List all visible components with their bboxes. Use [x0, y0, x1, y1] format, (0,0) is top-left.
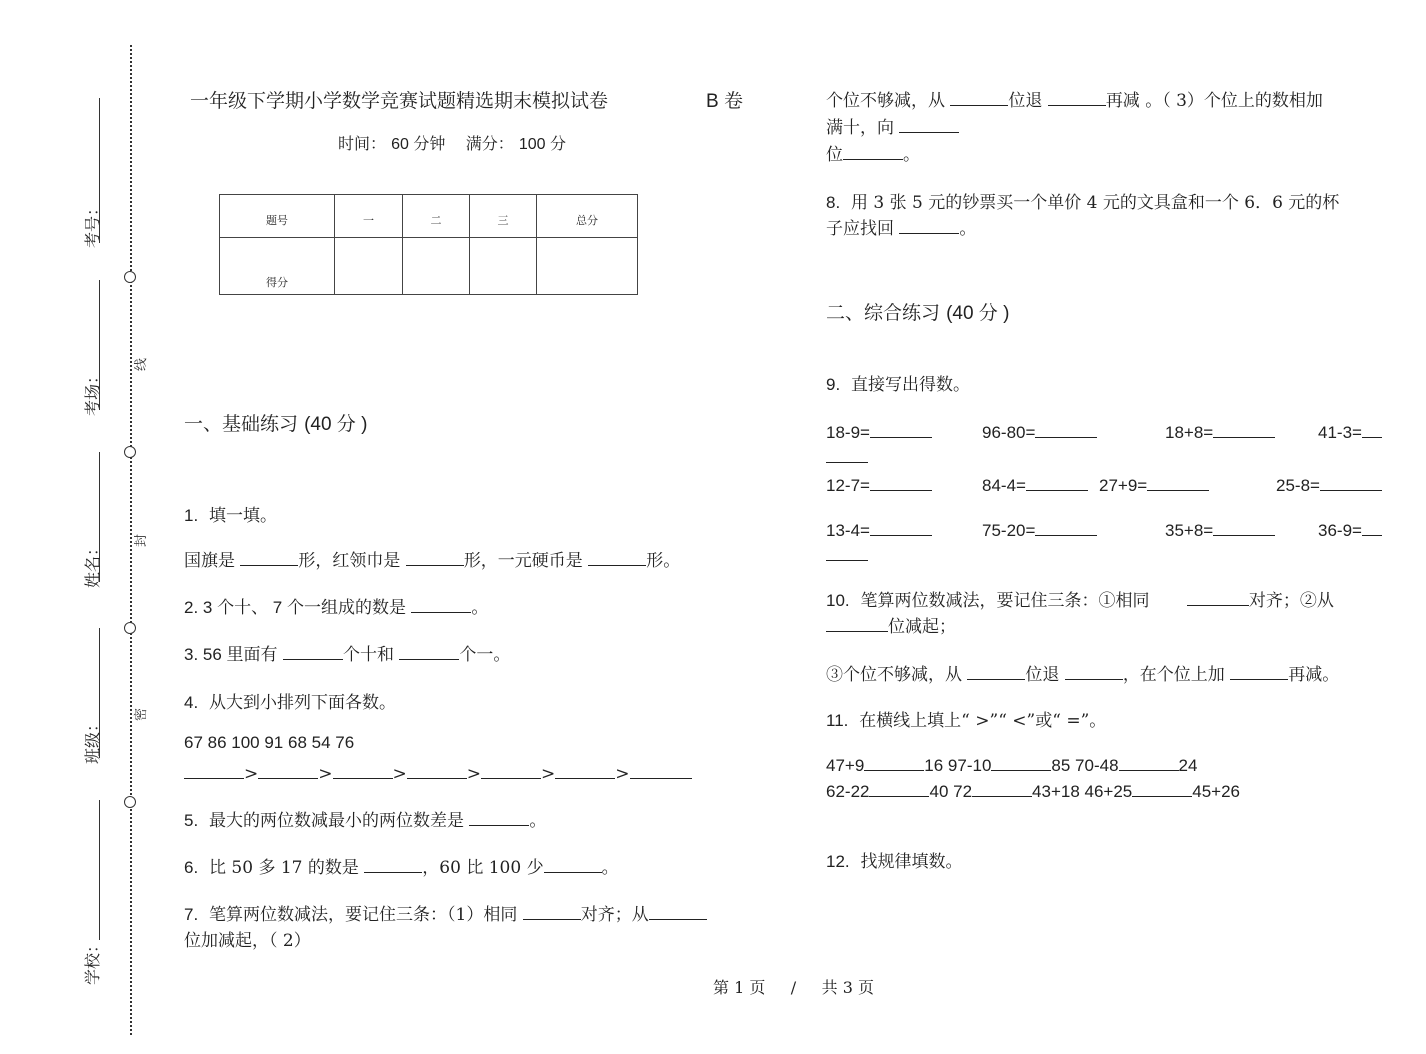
answer-blank[interactable]	[481, 760, 541, 779]
exam-title: 一年级下学期小学数学竞赛试题精选期末模拟试卷	[190, 90, 609, 112]
q7r-seg: 再减 。（ 3）个位上的数相加	[1105, 91, 1323, 111]
answer-blank[interactable]	[411, 594, 471, 613]
q9-expr: 84-4=	[982, 475, 1026, 495]
answer-blank[interactable]	[1035, 419, 1097, 438]
q7-seg: 对齐；从	[580, 905, 649, 925]
answer-blank[interactable]	[588, 547, 646, 566]
answer-blank-wrap[interactable]	[826, 462, 868, 463]
q6-seg: ，60 比 100 少	[422, 858, 544, 878]
answer-blank[interactable]	[184, 760, 244, 779]
q3-seg: 个一。	[459, 645, 511, 665]
q1-seg: 形。	[646, 551, 681, 571]
answer-blank[interactable]	[1362, 517, 1382, 536]
q1-seg: 形，红领巾是	[298, 551, 401, 571]
answer-blank[interactable]	[544, 854, 602, 873]
q11-seg: 45+26	[1192, 781, 1240, 801]
answer-blank[interactable]	[967, 661, 1025, 680]
section2-points: (40 分 )	[946, 303, 1010, 324]
q10-seg: ③个位不够减，从	[826, 665, 962, 685]
score-table	[219, 194, 638, 295]
answer-blank[interactable]	[364, 854, 422, 873]
q1-seg: 形，一元硬币是	[463, 551, 583, 571]
q10-seg: 对齐；②从	[1248, 591, 1334, 611]
page-number: 第 1 页	[713, 978, 766, 997]
score-table-header: 一	[335, 195, 403, 238]
q5-text: 最大的两位数减最小的两位数差是	[209, 811, 464, 831]
score-cell[interactable]	[335, 238, 403, 295]
q7-text: 笔算两位数减法，要记住三条：（1）相同	[209, 905, 518, 925]
q9-item	[826, 517, 932, 541]
q9-item	[1318, 517, 1382, 541]
score-table-header: 总分	[537, 195, 638, 238]
section1-points: (40 分 )	[304, 414, 368, 435]
q9-number: 9.	[826, 375, 841, 394]
class-label: 班级：	[83, 715, 102, 764]
answer-blank[interactable]	[630, 760, 692, 779]
q9-item	[1099, 472, 1209, 496]
q9-expr: 27+9=	[1099, 475, 1148, 495]
q7-cont: 位加减起，（ 2）	[184, 931, 311, 951]
q3-text: 3. 56 里面有	[184, 645, 278, 664]
q11-text: 在横线上填上“ >”“ <”或“ =”。	[859, 711, 1107, 731]
q4-prompt	[184, 688, 396, 713]
answer-blank[interactable]	[950, 87, 1008, 106]
score-table-header: 题号	[220, 195, 335, 238]
q9-expr: 18-9=	[826, 422, 870, 442]
q9-expr: 96-80=	[982, 422, 1036, 442]
q7-right-line2	[826, 113, 959, 138]
q4-text: 从大到小排列下面各数。	[209, 693, 396, 713]
score-table-header: 二	[403, 195, 470, 238]
answer-blank[interactable]	[1147, 472, 1209, 491]
section2-heading	[826, 298, 1009, 325]
q11-seg: 62-22	[826, 781, 870, 801]
answer-blank[interactable]	[1132, 778, 1192, 797]
q8-number: 8.	[826, 193, 841, 212]
q7-right-line1	[826, 86, 1323, 111]
q12-prompt	[826, 847, 962, 872]
q7r-seg: 。	[903, 145, 920, 165]
q9-expr: 36-9=	[1318, 520, 1362, 540]
time-label: 时间：	[338, 134, 387, 153]
q8-line1	[826, 188, 1339, 213]
exam-room-label: 考场：	[83, 367, 102, 416]
binding-ring-icon	[124, 271, 136, 283]
gt-sign: >	[244, 763, 259, 784]
answer-blank[interactable]	[1065, 661, 1123, 680]
seal-char-seal: 封	[134, 533, 150, 548]
q9-item	[826, 472, 932, 496]
score-cell[interactable]	[537, 238, 638, 295]
q11-seg: 40 72	[929, 781, 973, 801]
q9-expr: 75-20=	[982, 520, 1036, 540]
gt-sign: >	[318, 763, 333, 784]
answer-blank[interactable]	[1187, 587, 1249, 606]
q10-number: 10.	[826, 591, 850, 610]
q6-end: 。	[601, 858, 619, 878]
answer-blank[interactable]	[991, 752, 1051, 771]
q8-line2	[826, 214, 976, 239]
answer-blank[interactable]	[972, 778, 1032, 797]
answer-blank[interactable]	[1213, 419, 1275, 438]
score-cell[interactable]	[470, 238, 537, 295]
answer-blank[interactable]	[826, 613, 888, 632]
q9-expr: 12-7=	[826, 475, 870, 495]
binding-ring-icon	[124, 446, 136, 458]
exam-info	[338, 131, 566, 154]
q6-text: 比 50 多 17 的数是	[209, 858, 359, 878]
q2-text: 2. 3 个十、 7 个一组成的数是	[184, 598, 406, 617]
q5	[184, 806, 546, 831]
q4-numbers: 67 86 100 91 68 54 76	[184, 733, 355, 752]
q5-number: 5.	[184, 811, 199, 830]
answer-blank[interactable]	[1230, 661, 1288, 680]
q8-seg: 子应找回	[826, 219, 894, 239]
q11-seg: 85 70-48	[1051, 755, 1119, 775]
q2-end: 。	[471, 598, 489, 618]
answer-blank[interactable]	[1026, 472, 1088, 491]
q1-prompt	[184, 501, 277, 526]
q7-number: 7.	[184, 905, 199, 924]
q11-number: 11.	[826, 711, 849, 730]
answer-blank[interactable]	[1320, 472, 1382, 491]
q10-text: 笔算两位数减法，要记住三条：①相同	[860, 591, 1150, 611]
q10-line3	[826, 660, 1339, 685]
name-label: 姓名：	[83, 539, 102, 588]
q9-expr: 41-3=	[1318, 422, 1362, 442]
answer-blank[interactable]	[240, 547, 298, 566]
answer-blank[interactable]	[407, 760, 467, 779]
page-separator: /	[790, 978, 797, 997]
q2	[184, 593, 488, 618]
school-label: 学校：	[83, 936, 102, 985]
answer-blank[interactable]	[406, 547, 464, 566]
q9-item	[1318, 419, 1382, 443]
answer-blank[interactable]	[899, 114, 959, 133]
answer-blank[interactable]	[870, 517, 932, 536]
answer-blank[interactable]	[1035, 517, 1097, 536]
answer-blank[interactable]	[333, 760, 393, 779]
score-label: 满分：	[465, 134, 514, 153]
answer-blank[interactable]	[258, 760, 318, 779]
q1-text: 填一填。	[209, 506, 277, 526]
q9-expr: 35+8=	[1165, 520, 1214, 540]
page-footer	[713, 975, 874, 998]
q7r-seg: 位	[826, 145, 843, 165]
q8-end: 。	[959, 219, 977, 239]
q7r-seg: 位退	[1008, 91, 1043, 111]
q4-order-row	[184, 760, 692, 784]
q9-item	[826, 419, 932, 443]
q9-item	[982, 517, 1097, 541]
seal-char-line: 线	[134, 357, 150, 372]
q9-item	[1276, 472, 1382, 496]
answer-blank[interactable]	[870, 472, 932, 491]
answer-blank[interactable]	[1213, 517, 1275, 536]
q3-seg: 个十和	[342, 645, 394, 665]
q11-row2	[826, 778, 1240, 802]
q9-text: 直接写出得数。	[851, 375, 970, 395]
q12-number: 12.	[826, 852, 850, 871]
q1-number: 1.	[184, 506, 199, 525]
q12-text: 找规律填数。	[860, 852, 963, 872]
answer-blank-wrap[interactable]	[826, 560, 868, 561]
q4-number: 4.	[184, 693, 199, 712]
q9-expr: 13-4=	[826, 520, 870, 540]
q10-line1	[826, 586, 1334, 611]
q9-item	[1165, 517, 1275, 541]
answer-blank[interactable]	[649, 901, 707, 920]
answer-blank[interactable]	[1362, 419, 1382, 438]
answer-blank[interactable]	[870, 419, 932, 438]
q10-seg: ，在个位上加	[1122, 665, 1225, 685]
q7r-seg: 满十，向	[826, 118, 894, 138]
q11-row1	[826, 752, 1197, 776]
answer-blank[interactable]	[523, 901, 581, 920]
answer-blank[interactable]	[843, 141, 903, 160]
q9-prompt	[826, 370, 970, 395]
binding-ring-icon	[124, 622, 136, 634]
q8-text: 用 3 张 5 元的钞票买一个单价 4 元的文具盒和一个 6．6 元的杯	[851, 193, 1340, 213]
answer-blank[interactable]	[1048, 87, 1106, 106]
answer-blank[interactable]	[283, 641, 343, 660]
section1-heading	[184, 409, 367, 436]
school-line	[99, 800, 100, 940]
q7-right-line3	[826, 140, 920, 165]
q11-seg: 43+18 46+25	[1032, 781, 1133, 801]
answer-blank[interactable]	[555, 760, 615, 779]
q7	[184, 900, 707, 925]
q9-item	[1165, 419, 1275, 443]
q5-end: 。	[529, 811, 547, 831]
q1-seg: 国旗是	[184, 551, 235, 571]
gt-sign: >	[466, 763, 481, 784]
answer-blank[interactable]	[399, 641, 459, 660]
q9-expr: 18+8=	[1165, 422, 1214, 442]
q9-expr: 25-8=	[1276, 475, 1320, 495]
q10-line2	[826, 612, 956, 637]
gt-sign: >	[392, 763, 407, 784]
q7r-seg: 个位不够减，从	[826, 91, 945, 111]
q10-seg: 再减。	[1288, 665, 1340, 685]
section2-title: 二、综合练习	[826, 302, 941, 324]
binding-ring-icon	[124, 796, 136, 808]
seal-char-secret: 密	[134, 707, 150, 722]
q6	[184, 853, 619, 878]
q11-seg: 24	[1178, 755, 1198, 775]
q3	[184, 640, 510, 665]
q9-item	[982, 472, 1088, 496]
gt-sign: >	[615, 763, 630, 784]
page-total: 共 3 页	[821, 978, 874, 997]
exam-number-label: 考号：	[83, 199, 102, 248]
answer-blank[interactable]	[864, 752, 924, 771]
exam-volume: B 卷	[706, 91, 743, 112]
answer-blank[interactable]	[899, 215, 959, 234]
section1-title: 一、基础练习	[184, 413, 299, 435]
score-cell[interactable]	[403, 238, 470, 295]
q11-prompt	[826, 706, 1106, 731]
answer-blank[interactable]	[469, 807, 529, 826]
score-row-label: 得分	[220, 238, 335, 295]
q9-item	[982, 419, 1097, 443]
q11-seg: 47+9	[826, 755, 865, 775]
q6-number: 6.	[184, 858, 199, 877]
score-table-header: 三	[470, 195, 537, 238]
gt-sign: >	[541, 763, 556, 784]
answer-blank[interactable]	[1119, 752, 1179, 771]
answer-blank[interactable]	[869, 778, 929, 797]
q11-seg: 16 97-10	[924, 755, 992, 775]
score-value: 100 分	[518, 136, 566, 153]
time-value: 60 分钟	[391, 136, 446, 153]
q10-seg: 位减起；	[888, 617, 956, 637]
q1-body	[184, 546, 680, 571]
q10-seg: 位退	[1025, 665, 1060, 685]
